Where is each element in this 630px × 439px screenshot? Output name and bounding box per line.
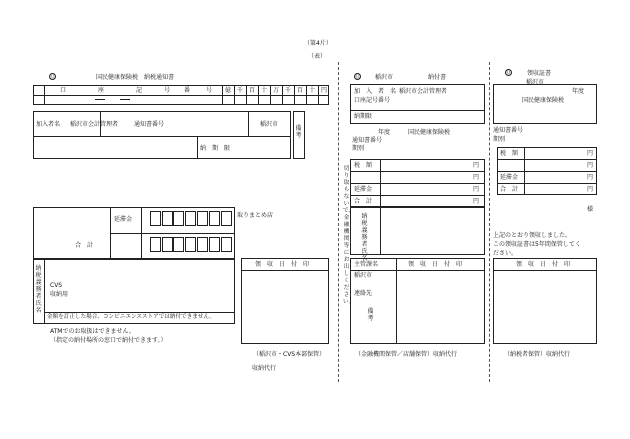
part2-receipt-date-label: 領 収 日 付 印 bbox=[408, 261, 463, 268]
total-label: 合 計 bbox=[75, 242, 94, 249]
part2-item-label-0: 税 額 bbox=[354, 162, 373, 169]
account-label-4: 号 bbox=[164, 87, 171, 94]
part3-note-3: ださい。 bbox=[493, 250, 518, 257]
remarks-label: 備考 bbox=[295, 125, 302, 139]
part1-title: 国民健康保険税 納税通知書 bbox=[96, 74, 175, 81]
notice-number-label: 通知書番号 bbox=[134, 121, 165, 128]
part2-period-label: 期別 bbox=[352, 145, 365, 152]
digit-box[interactable] bbox=[173, 237, 184, 252]
part2-account-label: 口座記号番号 bbox=[354, 97, 391, 104]
part2-title: 納付書 bbox=[428, 74, 447, 81]
part2-manager-label: 主管課名 bbox=[354, 261, 379, 268]
part2-tax-label: 国民健康保険税 bbox=[408, 129, 451, 136]
account-label-5: 番 bbox=[184, 87, 191, 94]
account-label-3: 記 bbox=[136, 87, 143, 94]
part2-notice-label: 通知書番号 bbox=[352, 137, 383, 144]
unit-man: 万 bbox=[273, 87, 280, 94]
digit-box[interactable] bbox=[173, 211, 184, 226]
part1-row-divider bbox=[33, 95, 329, 96]
due-date-label: 納 期 限 bbox=[200, 145, 231, 152]
cut-notice: 切り取らないで、金融機関等にお出しください。 bbox=[343, 166, 355, 305]
part3-number-badge: ⑬ bbox=[506, 70, 512, 76]
part2-item-label-4: 合 計 bbox=[354, 198, 373, 205]
part1-number-badge: ⑫ bbox=[50, 74, 56, 80]
warning-window: （指定の納付場所の窓口で納付できます。） bbox=[50, 337, 167, 344]
part2-due-label: 納期限 bbox=[354, 113, 373, 120]
part3-item-label-3: 合 計 bbox=[500, 186, 519, 193]
form-number: （第4片） bbox=[304, 40, 332, 47]
warning-atm: ATMでのお取扱はできません。 bbox=[50, 328, 135, 335]
part2-taxpayer-label: 納税義務者氏名 bbox=[361, 213, 368, 262]
unit-hyaku-2: 百 bbox=[297, 87, 304, 94]
part2-city: 稲沢市 bbox=[375, 74, 394, 81]
digit-box[interactable] bbox=[209, 237, 220, 252]
part3-city: 稲沢市 bbox=[526, 79, 545, 86]
unit-juu: 十 bbox=[261, 87, 268, 94]
digit-separator-dot: . bbox=[160, 220, 162, 227]
city-label: 稲沢市 bbox=[260, 121, 279, 128]
unit-hyaku: 百 bbox=[249, 87, 256, 94]
part2-payee-label: 加 入 者 名 bbox=[354, 88, 397, 95]
digit-box[interactable] bbox=[209, 211, 220, 226]
account-label-6: 号 bbox=[206, 87, 213, 94]
taxpayer-label: 納税義務者氏名 bbox=[35, 265, 42, 314]
digit-separator-dot: . bbox=[195, 246, 197, 253]
part3-note-1: 上記のとおり領収しました。 bbox=[493, 232, 572, 239]
unit-oku: 億 bbox=[225, 87, 232, 94]
digit-separator-dot: . bbox=[160, 246, 162, 253]
digit-separator-dot: . bbox=[195, 220, 197, 227]
part3-receipt-date-label: 領 収 日 付 印 bbox=[516, 261, 571, 268]
part3-year-label: 年度 bbox=[572, 88, 585, 95]
part2-year-label: 年度 bbox=[378, 129, 391, 136]
cvs-label: CVS 収納用 bbox=[50, 282, 69, 298]
part3-title: 領収証書 bbox=[527, 70, 552, 77]
delay-fee-label: 延滞金 bbox=[114, 216, 133, 223]
unit-juu-2: 十 bbox=[309, 87, 316, 94]
unit-en: 円 bbox=[321, 87, 328, 94]
part2-contact-label: 連絡先 bbox=[354, 290, 373, 297]
part2-item-unit-3: 円 bbox=[473, 186, 480, 193]
digit-box[interactable] bbox=[221, 237, 232, 252]
part3-tax-label: 国民健康保険税 bbox=[522, 97, 565, 104]
part3-item-label-2: 延滞金 bbox=[500, 174, 519, 181]
part2-payee-value: 稲沢市会計管理者 bbox=[399, 88, 448, 95]
part2-taxpayer-block bbox=[350, 207, 485, 255]
part2-number-badge: ⑫ bbox=[355, 74, 361, 80]
part1-agent-label: 収納代行 bbox=[252, 365, 277, 372]
digit-box[interactable] bbox=[221, 211, 232, 226]
digit-box[interactable] bbox=[197, 237, 208, 252]
warning-correction: 金額を訂正した場合、コンビニエンスストアでは納付できません。 bbox=[47, 314, 215, 320]
payee-value: 稲沢市会計管理者 bbox=[70, 121, 119, 128]
part3-item-unit-1: 円 bbox=[587, 162, 594, 169]
unit-sen-2: 千 bbox=[285, 87, 292, 94]
part3-item-unit-3: 円 bbox=[587, 186, 594, 193]
digit-box[interactable] bbox=[162, 211, 173, 226]
account-label-2: 座 bbox=[98, 87, 105, 94]
part1-receipt-date-label: 領 収 日 付 印 bbox=[255, 261, 310, 268]
part3-notice-label: 通知書番号 bbox=[493, 127, 524, 134]
part3-honorific: 様 bbox=[587, 206, 594, 213]
part3-item-unit-0: 円 bbox=[587, 150, 594, 157]
part2-item-unit-4: 円 bbox=[473, 198, 480, 205]
part1-keep-note: （稲沢市・CVS本部保管） bbox=[253, 351, 326, 358]
cut-line-2 bbox=[489, 62, 490, 382]
cut-line-1 bbox=[338, 62, 339, 382]
part3-item-label-0: 税 額 bbox=[500, 150, 519, 157]
digit-box[interactable] bbox=[162, 237, 173, 252]
account-label-1: 口 bbox=[60, 87, 67, 94]
part2-item-unit-1: 円 bbox=[473, 174, 480, 181]
part2-manager-value: 稲沢市 bbox=[354, 272, 373, 279]
part2-item-unit-0: 円 bbox=[473, 162, 480, 169]
part3-note-2: この領収証書は5年間保管してく bbox=[493, 241, 581, 248]
payee-label: 加入者名 bbox=[36, 121, 61, 128]
part3-keep-note: （納税者保管）収納代行 bbox=[504, 351, 571, 358]
part3-period-label: 期別 bbox=[493, 136, 506, 143]
digit-box[interactable] bbox=[197, 211, 208, 226]
part3-item-unit-2: 円 bbox=[587, 174, 594, 181]
part1-payee-block bbox=[33, 111, 291, 159]
part2-keep-note: （金融機関保管／店舗保管）収納代行 bbox=[355, 351, 458, 358]
bundle-store-label: 取りまとめ店 bbox=[237, 212, 274, 219]
unit-sen: 千 bbox=[237, 87, 244, 94]
part2-remarks-label: 備考 bbox=[367, 308, 374, 322]
part2-item-label-3: 延滞金 bbox=[354, 186, 373, 193]
form-side: （表） bbox=[308, 53, 327, 60]
